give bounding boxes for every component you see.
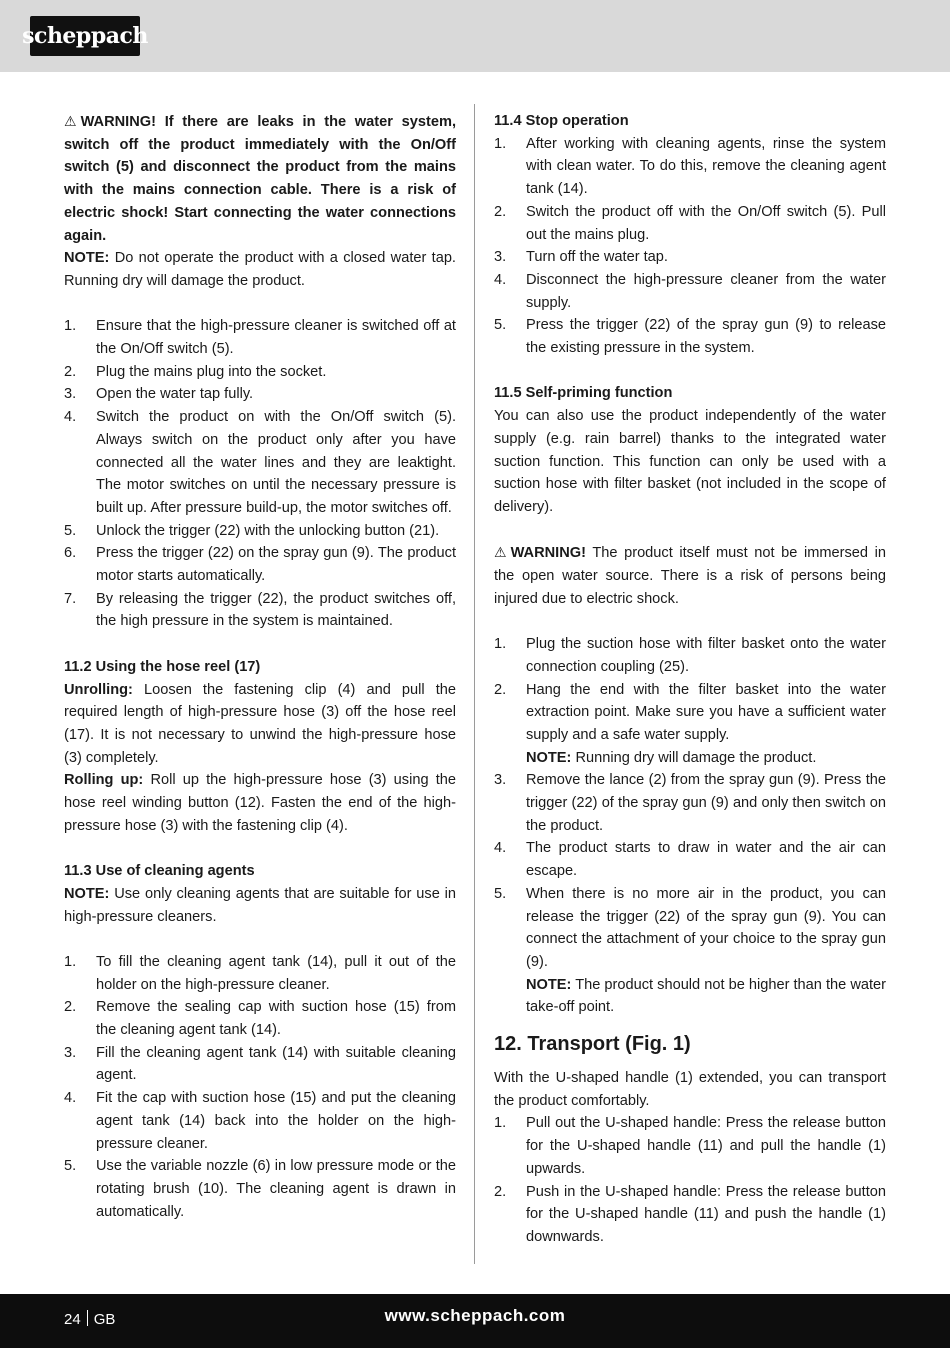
list-item: 4. The product starts to draw in water and the air can escape. xyxy=(494,840,886,880)
self-priming-steps-list xyxy=(494,633,886,1019)
list-item: 3. Remove the lance (2) from the spray gun (9). Press the trigger (22) of the spray gun (9) and only then switch on the product. xyxy=(494,772,886,834)
left-column xyxy=(64,110,456,1223)
section-heading: 11.5 Self-priming function xyxy=(494,385,673,402)
note-paragraph: NOTE: Do not operate the product with a closed water tap. Running dry will damage the product. xyxy=(64,250,456,289)
list-item: 2. Push in the U-shaped handle: Press the release button for the U-shaped handle (11) and push the handle (1) downwards. xyxy=(494,1183,886,1245)
column-divider xyxy=(474,104,475,1264)
page-number: 24 GB xyxy=(64,1311,116,1328)
transport-paragraph: With the U-shaped handle (1) extended, you can transport the product comfortably. xyxy=(494,1070,886,1109)
transport-steps-list xyxy=(494,1112,886,1248)
stop-operation-list xyxy=(494,133,886,360)
section-heading: 11.4 Stop operation xyxy=(494,113,629,129)
self-priming-paragraph: You can also use the product independently of the water supply (e.g. rain barrel) thanks to the integrated water suction function. This function can only be used with a suction hose with filter basket (not included in the scope of delivery). xyxy=(494,408,886,515)
list-item: 1. Pull out the U-shaped handle: Press the release button for the U-shaped handle (11) and pull the handle (1) upwards. xyxy=(494,1115,886,1177)
list-item: 5. Use the variable nozzle (6) in low pressure mode or the rotating brush (10). The cleaning agent is drawn in automatically. xyxy=(64,1158,456,1220)
list-item: 5. When there is no more air in the product, you can release the trigger (22) of the spray gun (9). You can connect the attachment of your choice to the spray gun (9). NOTE: The product should not be higher than the water take-off point. xyxy=(494,885,887,1016)
list-item: 2. Switch the product off with the On/Off switch (5). Pull out the mains plug. xyxy=(494,203,886,243)
list-item: 5. Press the trigger (22) of the spray gun (9) to release the existing pressure in the system. xyxy=(494,317,886,357)
warning-triangle-icon: ⚠ xyxy=(494,544,507,561)
list-item: 1. To fill the cleaning agent tank (14), pull it out of the holder on the high-pressure cleaner. xyxy=(64,953,456,993)
list-item: 1. Ensure that the high-pressure cleaner is switched off at the On/Off switch (5). xyxy=(64,318,456,358)
list-item: 4. Fit the cap with suction hose (15) and put the cleaning agent tank (14) back into the holder on the high-pressure cleaner. xyxy=(64,1090,456,1152)
page-footer xyxy=(0,1294,950,1348)
section-heading: 12. Transport (Fig. 1) xyxy=(494,1033,691,1056)
startup-steps-list xyxy=(64,315,456,633)
website-link[interactable]: www.scheppach.com xyxy=(384,1306,566,1325)
list-item: 2. Remove the sealing cap with suction hose (15) from the cleaning agent tank (14). xyxy=(64,999,456,1039)
warning-triangle-icon: ⚠ xyxy=(64,113,77,129)
note-paragraph: NOTE: Use only cleaning agents that are suitable for use in high-pressure cleaners. xyxy=(64,885,456,925)
list-item: 3. Open the water tap fully. xyxy=(64,386,254,403)
list-item: 2. Plug the mains plug into the socket. xyxy=(64,363,327,380)
section-heading: 11.3 Use of cleaning agents xyxy=(64,863,255,880)
list-item: 3. Turn off the water tap. xyxy=(494,249,668,266)
list-item: 2. Hang the end with the filter basket into the water extraction point. Make sure you have a sufficient water supply and a safe water supply. NOTE: Running dry will damage the product. xyxy=(494,681,886,766)
unrolling-paragraph: Unrolling: Loosen the fastening clip (4) and pull the required length of high-pressure hose (3) off the hose reel (17). It is not necessary to unwind the high-pressure hose (3) completely. xyxy=(64,681,456,766)
right-column xyxy=(494,110,886,1249)
cleaning-agent-steps-list xyxy=(64,951,456,1223)
brand-logo: scheppach xyxy=(30,16,140,56)
warning-paragraph: ⚠ WARNING! If there are leaks in the water system, switch off the product immediately with the On/Off switch (5) and disconnect the product from the mains with the mains connection cable. There is a risk of electric shock! Start connecting the water connections again. xyxy=(64,110,456,247)
list-item: 1. Plug the suction hose with filter basket onto the water connection coupling (25). xyxy=(494,636,886,675)
list-item: 3. Fill the cleaning agent tank (14) with suitable cleaning agent. xyxy=(64,1044,456,1084)
warning-paragraph: ⚠ WARNING! The product itself must not be immersed in the open water source. There is a risk of persons being injured due to electric shock. xyxy=(494,541,886,610)
list-item: 5. Unlock the trigger (22) with the unlocking button (21). xyxy=(64,522,440,539)
list-item: 7. By releasing the trigger (22), the product switches off, the high pressure in the system is maintained. xyxy=(64,590,456,630)
rolling-up-paragraph: Rolling up: Roll up the high-pressure hose (3) using the hose reel winding button (12). Fasten the end of the high-pressure hose (3) with the fastening clip (4). xyxy=(64,772,456,834)
list-item: 6. Press the trigger (22) on the spray gun (9). The product motor starts automatically. xyxy=(64,545,456,585)
list-item: 4. Switch the product on with the On/Off switch (5). Always switch on the product only after you have connected all the water lines and they are leaktight. The motor switches on until the necessary pressure is built up. After pressure build-up, the motor switches off. xyxy=(64,409,456,516)
list-item: 4. Disconnect the high-pressure cleaner from the water supply. xyxy=(494,271,886,311)
list-item: 1. After working with cleaning agents, rinse the system with clean water. To do this, remove the cleaning agent tank (14). xyxy=(494,135,886,198)
section-heading: 11.2 Using the hose reel (17) xyxy=(64,658,261,675)
page-header xyxy=(0,0,950,72)
